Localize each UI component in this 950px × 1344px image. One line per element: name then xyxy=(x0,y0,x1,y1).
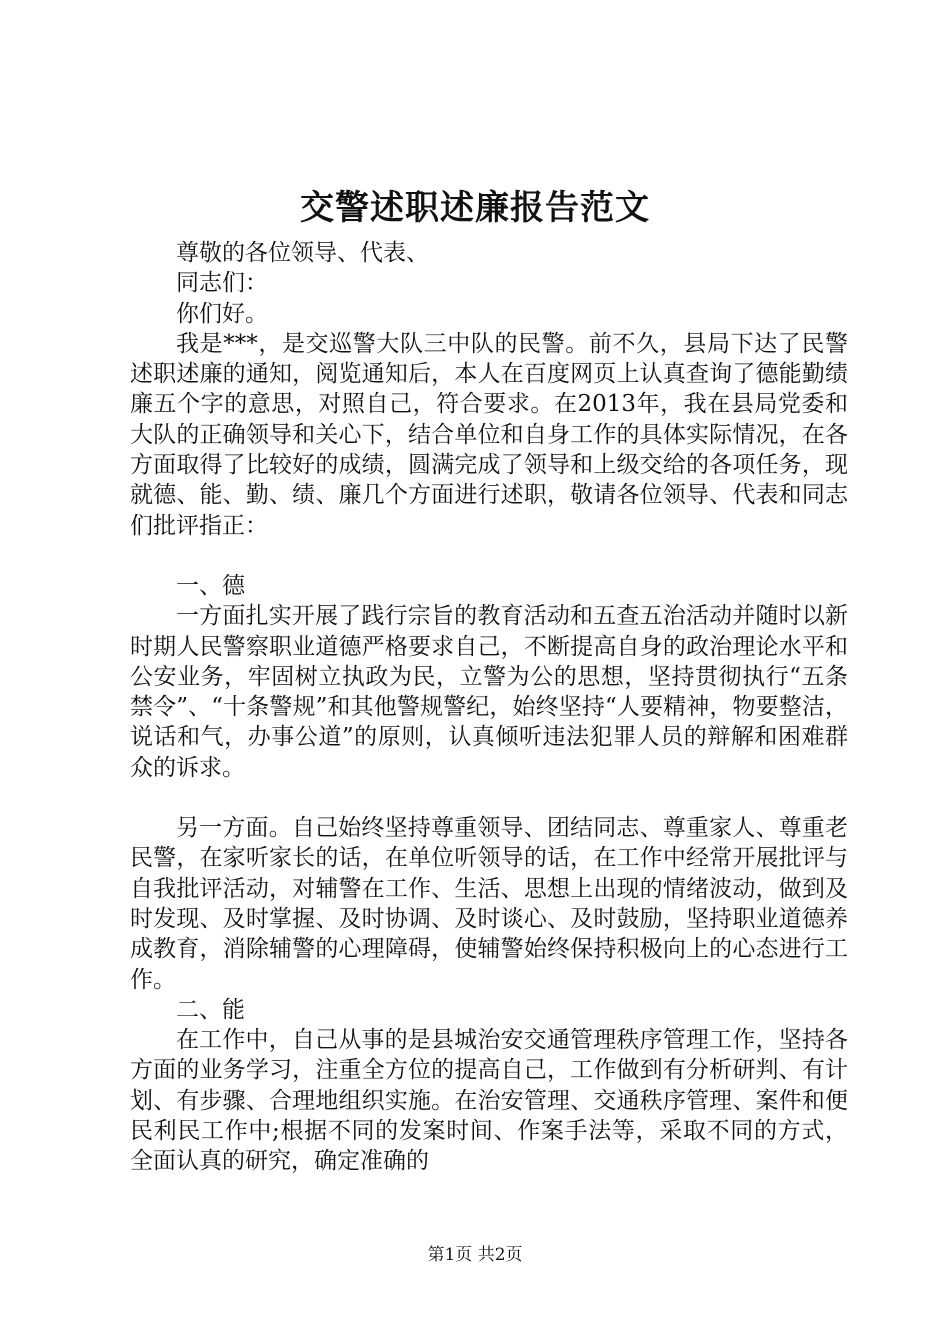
salutation-line-1: 尊敬的各位领导、代表、 xyxy=(176,240,429,266)
document-body xyxy=(130,238,848,1177)
section-2-paragraph-1: 在工作中，自己从事的是县城治安交通管理秩序管理工作，坚持各方面的业务学习，注重全方位的提高自己，工作做到有分析研判、有计划、有步骤、合理地组织实施。在治安管理、交通秩序管理、案件和便民利民工作中;根据不同的发案时间、作案手法等，采取不同的方式，全面认真的研究，确定准确的 xyxy=(130,1027,848,1175)
section-1-heading: 一、德 xyxy=(176,572,245,599)
intro-paragraph: 我是***，是交巡警大队三中队的民警。前不久，县局下达了民警述职述廉的通知，阅览通知后，本人在百度网页上认真查询了德能勤绩廉五个字的意思，对照自己，符合要求。在2013年，我在县局党委和大队的正确领导和关心下，结合单位和自身工作的具体实际情况，在各方面取得了比较好的成绩，圆满完成了领导和上级交给的各项任务，现就德、能、勤、绩、廉几个方面进行述职，敬请各位领导、代表和同志们批评指正： xyxy=(130,330,848,539)
page-footer: 第1页 共2页 xyxy=(427,1245,523,1265)
salutation-line-2: 同志们： xyxy=(176,270,268,297)
paragraph-spacer xyxy=(130,783,848,813)
section-1-paragraph-1: 一方面扎实开展了践行宗旨的教育活动和五查五治活动并随时以新时期人民警察职业道德严格要求自己，不断提高自身的政治理论水平和公安业务，牢固树立执政为民，立警为公的思想，坚持贯彻执行“五条禁令”、“十条警规”和其他警规警纪，始终坚持“人要精神，物要整洁，说话和气，办事公道”的原则，认真倾听违法犯罪人员的辩解和困难群众的诉求。 xyxy=(130,603,848,781)
document-title: 交警述职述廉报告范文 xyxy=(300,188,650,228)
paragraph-spacer xyxy=(130,541,848,571)
section-1-paragraph-2: 另一方面。自己始终坚持尊重领导、团结同志、尊重家人、尊重老民警，在家听家长的话，在单位听领导的话，在工作中经常开展批评与自我批评活动，对辅警在工作、生活、思想上出现的情绪波动，做到及时发现、及时掌握、及时协调、及时谈心、及时鼓励，坚持职业道德养成教育，消除辅警的心理障碍，使辅警始终保持积极向上的心态进行工作。 xyxy=(130,815,848,993)
greeting-line: 你们好。 xyxy=(176,300,268,327)
section-2-heading: 二、能 xyxy=(176,996,245,1023)
